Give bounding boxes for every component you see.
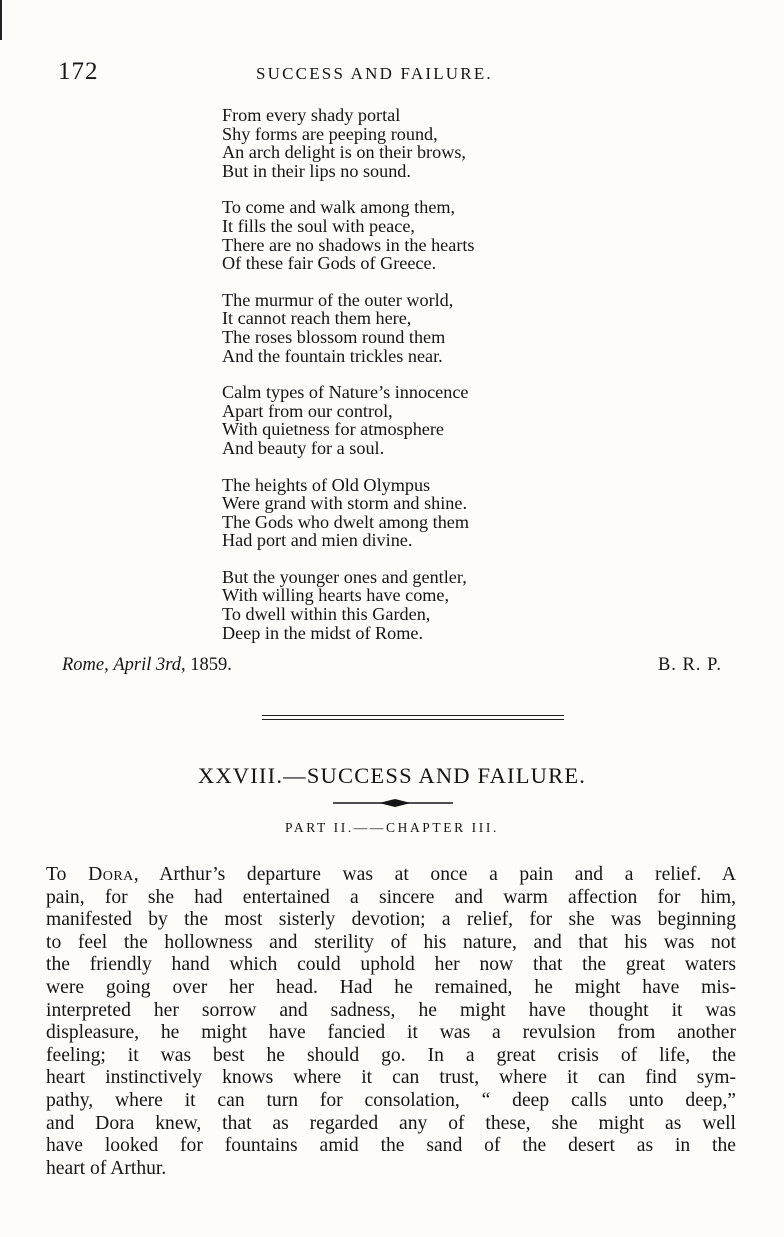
poem-stanza: [222, 291, 642, 365]
part-chapter-heading: PART II.——CHAPTER III.: [285, 820, 499, 835]
prose-line: and Dora knew, that as regarded any of these, she might as well: [46, 1112, 736, 1134]
prose-line-text: , Arthur’s departure was at once a pain and a relief. A: [133, 864, 736, 885]
poem-line: Were grand with storm and shine.: [222, 493, 468, 514]
poem-line: It cannot reach them here,: [222, 308, 412, 329]
running-head: SUCCESS AND FAILURE.: [256, 64, 493, 83]
page-edge-line: [0, 0, 2, 40]
ornament-divider: [333, 796, 453, 810]
poem-line: The heights of Old Olympus: [222, 474, 431, 495]
poem-line: Of these fair Gods of Greece.: [222, 253, 437, 274]
poem-stanza: [222, 198, 642, 272]
prose-line: have looked for fountains amid the sand of the desert as in the: [46, 1135, 736, 1157]
poem-line: And the fountain trickles near.: [222, 345, 443, 366]
poem-line: With willing hearts have come,: [222, 585, 450, 606]
prose-line: interpreted her sorrow and sadness, he might have thought it was: [46, 999, 736, 1021]
prose-line: pathy, where it can turn for consolation, “ deep calls unto deep,”: [46, 1089, 736, 1111]
poem-stanza: [222, 106, 642, 180]
poem-line: But in their lips no sound.: [222, 160, 411, 181]
prose-line: the friendly hand which could uphold her now that the great waters: [46, 954, 736, 976]
page-number: 172: [58, 58, 99, 85]
prose-line: manifested by the most sisterly devotion; a relief, for she was beginning: [46, 909, 736, 931]
poem-line: To dwell within this Garden,: [222, 604, 431, 625]
poem-line: From every shady portal: [222, 105, 401, 125]
section-divider-rule: [262, 719, 564, 720]
poem-line: Deep in the midst of Rome.: [222, 622, 424, 643]
poem-line: Shy forms are peeping round,: [222, 123, 438, 144]
prose-lead-name: Dora: [88, 864, 134, 885]
poem-signature: B. R. P.: [657, 655, 722, 675]
poem-line: There are no shadows in the hearts: [222, 234, 475, 255]
prose-line: heart of Arthur.: [46, 1157, 167, 1179]
poem-line: Calm types of Nature’s innocence: [222, 382, 469, 403]
poem-line: And beauty for a soul.: [222, 437, 385, 458]
poem-line: But the younger ones and gentler,: [222, 566, 467, 587]
poem-stanza: [222, 568, 642, 642]
section-divider-rule: [262, 715, 564, 716]
poem-stanza: [222, 476, 642, 550]
dateline-place: Rome,: [62, 655, 109, 675]
poem-line: An arch delight is on their brows,: [222, 142, 466, 163]
poem-line: The roses blossom round them: [222, 326, 446, 347]
prose-lead-in: To: [46, 864, 67, 885]
poem-line: Had port and mien divine.: [222, 530, 413, 551]
poem-dateline: [62, 655, 232, 676]
page-header: [58, 58, 744, 88]
poem-line: With quietness for atmosphere: [222, 419, 445, 440]
prose-line: pain, for she had entertained a sincere and warm affection for him,: [46, 886, 736, 908]
poem-line: To come and walk among them,: [222, 197, 456, 218]
body-paragraph: [46, 864, 736, 1180]
section-title: XXVIII.—SUCCESS AND FAILURE.: [197, 763, 587, 788]
poem-stanza: [222, 383, 642, 457]
prose-line: displeasure, he might have fancied it was a revulsion from another: [46, 1022, 736, 1044]
poem-line: Apart from our control,: [222, 400, 393, 421]
prose-line: heart instinctively knows where it can trust, where it can find sym-: [46, 1067, 736, 1089]
dateline-month-day: April 3rd,: [113, 655, 186, 675]
dateline-year: 1859.: [190, 655, 232, 675]
prose-line: to feel the hollowness and sterility of his nature, and that his was not: [46, 931, 736, 953]
prose-line: [46, 864, 736, 887]
prose-line: feeling; it was best he should go. In a great crisis of life, the: [46, 1044, 736, 1066]
poem-line: The Gods who dwelt among them: [222, 511, 470, 532]
prose-line: were going over her head. Had he remained, he might have mis-: [46, 976, 736, 998]
poem: [222, 106, 642, 660]
poem-line: It fills the soul with peace,: [222, 215, 415, 236]
poem-line: The murmur of the outer world,: [222, 289, 454, 310]
